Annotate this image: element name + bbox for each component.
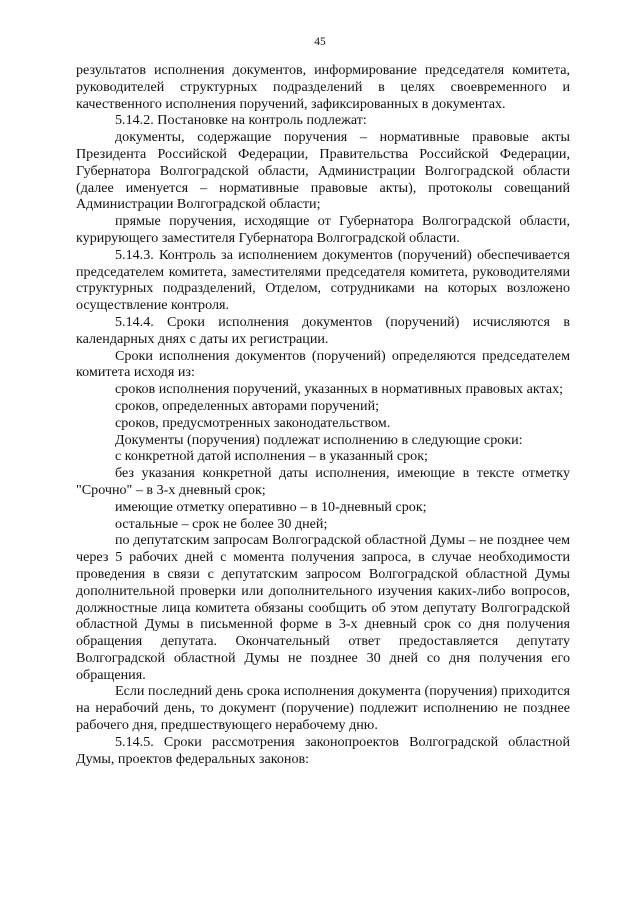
document-body: [76, 62, 570, 767]
paragraph: результатов исполнения документов, информирование председателя комитета, руководителей структурных подразделений в целях своевременного и качественного исполнения поручений, зафиксированных в документах.: [76, 62, 570, 112]
paragraph: документы, содержащие поручения – нормативные правовые акты Президента Российской Федерации, Правительства Российской Федерации, Губернатора Волгоградской области, Администрации Волгоградской области (далее именуется – нормативные правовые акты), протоколы совещаний Администрации Волгоградской области;: [76, 129, 570, 213]
paragraph: сроков исполнения поручений, указанных в нормативных правовых актах;: [115, 381, 564, 398]
paragraph: Документы (поручения) подлежат исполнению в следующие сроки:: [115, 431, 523, 448]
page-number: 45: [314, 36, 326, 48]
paragraph: 5.14.4. Сроки исполнения документов (поручений) исчисляются в календарных днях с даты их регистрации.: [76, 313, 570, 347]
paragraph: 5.14.5. Сроки рассмотрения законопроектов Волгоградской областной Думы, проектов федеральных законов:: [76, 733, 570, 767]
paragraph: сроков, определенных авторами поручений;: [115, 397, 380, 414]
paragraph: остальные – срок не более 30 дней;: [115, 515, 328, 532]
paragraph: 5.14.3. Контроль за исполнением документов (поручений) обеспечивается председателем комитета, заместителями председателя комитета, руководителями структурных подразделений, Отделом, сотрудниками на которых возложено осуществление контроля.: [76, 246, 570, 314]
paragraph: прямые поручения, исходящие от Губернатора Волгоградской области, курирующего заместителя Губернатора Волгоградской области.: [76, 213, 570, 246]
paragraph: без указания конкретной даты исполнения, имеющие в тексте отметку "Срочно" – в 3-х дневный срок;: [76, 465, 570, 498]
paragraph: имеющие отметку оперативно – в 10-дневный срок;: [115, 498, 427, 515]
paragraph: по депутатским запросам Волгоградской областной Думы – не позднее чем через 5 рабочих дней с момента получения запроса, в случае необходимости проведения в связи с депутатским запросом Волгоградской областной Думы дополнительной проверки или дополнительного изучения каких-либо вопросов, должностные лица комитета обязаны сообщить об этом депутату Волгоградской областной Думы в письменной форме в 3-х дневный срок со дня получения обращения депутата. Окончательный ответ предоставляется депутату Волгоградской областной Думы не позднее 30 дней со дня получения его обращения.: [76, 532, 570, 683]
paragraph: с конкретной датой исполнения – в указанный срок;: [115, 448, 428, 465]
paragraph: сроков, предусмотренных законодательством.: [115, 414, 391, 431]
paragraph: Если последний день срока исполнения документа (поручения) приходится на нерабочий день, то документ (поручение) подлежит исполнению не позднее рабочего дня, предшествующего нерабочему дню.: [76, 683, 570, 734]
paragraph: 5.14.2. Постановке на контроль подлежат:: [115, 112, 367, 129]
paragraph: Сроки исполнения документов (поручений) определяются председателем комитета исходя из:: [76, 347, 570, 381]
